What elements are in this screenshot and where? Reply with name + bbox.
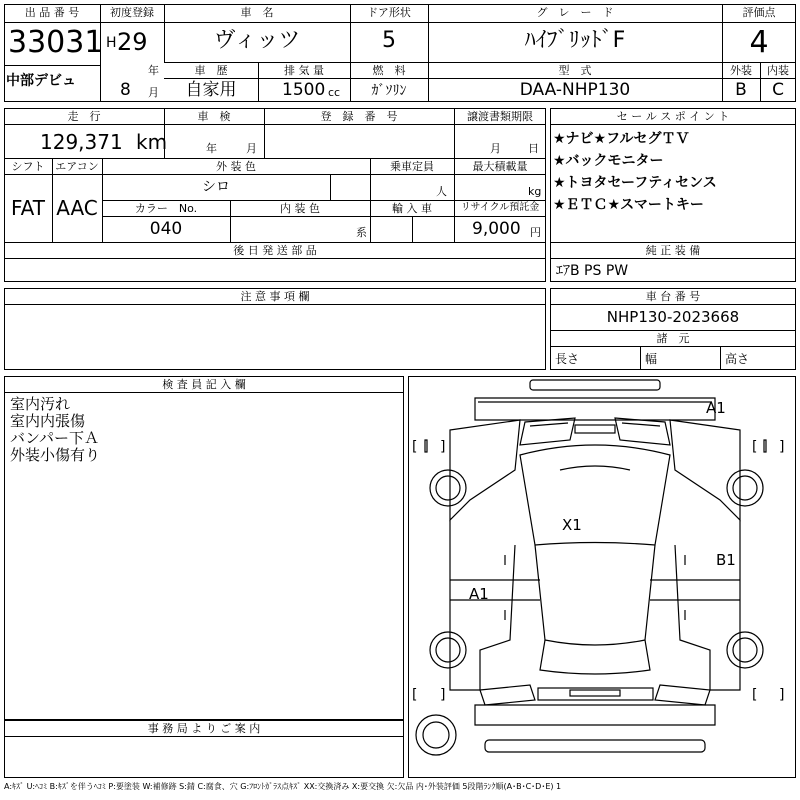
month-unit: 月 bbox=[148, 86, 159, 99]
height-label: 高さ bbox=[725, 352, 750, 366]
max-load-unit: kg bbox=[528, 185, 542, 198]
fuel-type: ｶﾞｿﾘﾝ bbox=[371, 83, 407, 99]
grade: ﾊｲﾌﾞﾘｯﾄﾞF bbox=[524, 28, 626, 53]
damage-mark-x1: X1 bbox=[562, 516, 582, 534]
model-label: 型 式 bbox=[558, 64, 592, 77]
capacity-label: 乗車定員 bbox=[390, 160, 434, 173]
capacity-unit: 人 bbox=[436, 185, 447, 198]
width-label: 幅 bbox=[645, 352, 658, 366]
max-load-label: 最大積載量 bbox=[472, 160, 528, 173]
sales-point-line: ★ＥＴＣ★スマートキー bbox=[553, 197, 704, 213]
exterior-label: 外装 bbox=[730, 64, 752, 77]
vehicle-history: 自家用 bbox=[185, 80, 237, 100]
aircon-label: エアコン bbox=[55, 160, 99, 173]
interior-grade: C bbox=[772, 80, 784, 100]
exterior-color-label: 外 装 色 bbox=[216, 160, 256, 173]
sales-point-line: ★トヨタセーフティセンス bbox=[553, 175, 717, 191]
damage-mark-b1: B1 bbox=[716, 551, 736, 569]
sales-point-line: ★バックモニター bbox=[553, 153, 664, 169]
color-number-label: カラー No. bbox=[134, 202, 198, 215]
exterior-grade: B bbox=[735, 80, 747, 100]
interior-color-label: 内 装 色 bbox=[280, 202, 320, 215]
later-parts-label: 後 日 発 送 部 品 bbox=[233, 244, 317, 257]
fuel-label: 燃 料 bbox=[372, 64, 406, 77]
office-label: 事 務 局 よ り ご 案 内 bbox=[147, 722, 261, 735]
interior-label: 内装 bbox=[767, 64, 789, 77]
bracket: ] bbox=[779, 687, 785, 703]
transfer-month-unit: 月 bbox=[490, 142, 501, 155]
displacement-unit: cc bbox=[328, 86, 341, 99]
displacement-label: 排 気 量 bbox=[284, 64, 324, 77]
bracket: ] bbox=[440, 439, 446, 455]
door-count: 5 bbox=[382, 28, 396, 53]
grade-label: グ レ ー ド bbox=[536, 6, 614, 19]
color-number: 040 bbox=[149, 219, 183, 239]
bracket: [ bbox=[412, 687, 418, 703]
car-name: ヴィッツ bbox=[213, 28, 301, 53]
recycle-deposit-label: リサイクル預託金 bbox=[460, 202, 540, 213]
year-unit: 年 bbox=[148, 64, 159, 77]
shift-label: シフト bbox=[11, 160, 45, 173]
aircon-type: AAC bbox=[56, 196, 98, 220]
import-label: 輸 入 車 bbox=[392, 202, 432, 215]
bracket: [ bbox=[412, 439, 418, 455]
inspection-month-unit: 月 bbox=[246, 142, 257, 155]
lot-number-label: 出 品 番 号 bbox=[24, 6, 80, 19]
car-name-label: 車 名 bbox=[240, 6, 274, 19]
damage-mark-a1-left: A1 bbox=[469, 585, 489, 603]
interior-color-unit: 系 bbox=[356, 226, 367, 239]
sales-point-line: ★ナビ★フルセグＴＶ bbox=[553, 131, 690, 147]
first-registration-label: 初度登録 bbox=[110, 6, 154, 19]
inspector-label: 検 査 員 記 入 欄 bbox=[162, 378, 246, 391]
sales-points-label: セ ー ル ス ポ イ ン ト bbox=[616, 110, 730, 123]
inspector-line: バンパー下Ａ bbox=[10, 429, 99, 447]
debut-label: 中部デビュ bbox=[6, 73, 76, 89]
plate-number-label: 登 録 番 号 bbox=[320, 110, 398, 123]
chassis-label: 車 台 番 号 bbox=[645, 290, 701, 303]
bracket: ] bbox=[440, 687, 446, 703]
bracket: [ bbox=[752, 439, 758, 455]
mileage-unit: km bbox=[136, 130, 168, 154]
registration-year: 29 bbox=[117, 28, 148, 56]
bracket: [ bbox=[752, 687, 758, 703]
notes-label: 注 意 事 項 欄 bbox=[240, 290, 310, 303]
model-code: DAA-NHP130 bbox=[519, 80, 631, 100]
auction-score: 4 bbox=[749, 25, 769, 60]
inspector-line: 室内汚れ bbox=[10, 395, 71, 413]
displacement: 1500 bbox=[282, 80, 326, 100]
door-label: ドア形状 bbox=[367, 6, 411, 19]
mileage: 129,371 bbox=[40, 130, 123, 154]
transfer-deadline-label: 譲渡書類期限 bbox=[467, 110, 533, 123]
damage-mark-a1-front: A1 bbox=[706, 399, 726, 417]
registration-month: 8 bbox=[120, 80, 131, 100]
inspector-line: 外装小傷有り bbox=[10, 446, 101, 464]
score-label: 評価点 bbox=[742, 6, 776, 19]
recycle-unit: 円 bbox=[530, 226, 541, 239]
inspection-year-unit: 年 bbox=[206, 142, 217, 155]
lot-number: 33031 bbox=[8, 25, 104, 60]
equipment-label: 純 正 装 備 bbox=[645, 244, 701, 257]
inspection-label: 車 検 bbox=[197, 110, 231, 123]
length-label: 長さ bbox=[555, 352, 580, 366]
dimensions-label: 諸 元 bbox=[656, 332, 690, 345]
equipment-list: ｴｱB PS PW bbox=[556, 263, 629, 279]
history-label: 車 歴 bbox=[194, 64, 228, 77]
exterior-color: シロ bbox=[202, 179, 230, 195]
shift-type: FAT bbox=[10, 196, 45, 220]
inspector-line: 室内内張傷 bbox=[10, 412, 86, 430]
legend-footer: A:ｷｽﾞ U:ﾍｺﾐ B:ｷｽﾞを伴うﾍｺﾐ P:要塗装 W:補修跡 S:錆 C:腐食、穴 G:ﾌﾛﾝﾄｶﾞﾗｽ点ｷｽﾞ XX:交換済み X:要交換 欠:欠品 内･外装評価 5段階ﾗﾝｸ順(A･B･C･D･E) 1 bbox=[4, 782, 562, 791]
era: H bbox=[106, 35, 117, 51]
chassis-number: NHP130-2023668 bbox=[606, 308, 740, 326]
recycle-deposit: 9,000 bbox=[472, 219, 521, 239]
mileage-label: 走 行 bbox=[67, 110, 101, 123]
transfer-day-unit: 日 bbox=[528, 142, 539, 155]
bracket: ] bbox=[779, 439, 785, 455]
